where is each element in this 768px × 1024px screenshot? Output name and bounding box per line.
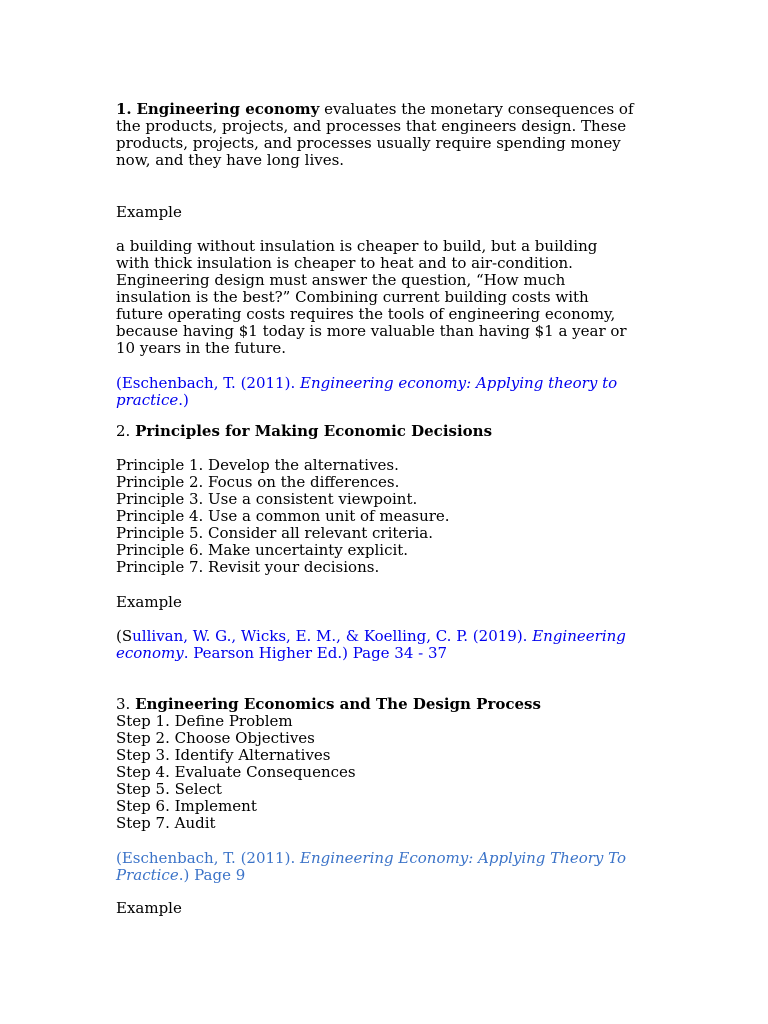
citation1-authors: (Eschenbach, T. (2011). (116, 374, 300, 392)
citation3-suffix: .) Page 9 (178, 866, 246, 884)
section1-citation (116, 375, 676, 409)
section3-example-label (116, 900, 676, 917)
step-4: Step 4. Evaluate Consequences (116, 763, 356, 781)
principle-6: Principle 6. Make uncertainty explicit. (116, 541, 409, 559)
principle-2: Principle 2. Focus on the differences. (116, 473, 400, 491)
principle-3: Principle 3. Use a consistent viewpoint. (116, 490, 418, 508)
example-line-2: Engineering design must answer the question, “How much (116, 271, 566, 289)
example-label: Example (116, 203, 182, 221)
section3-heading-number: 3. (116, 695, 136, 713)
citation3-line2 (116, 867, 676, 884)
citation2-line1 (116, 628, 716, 645)
section2-example-label (116, 594, 676, 611)
section1-line-0: evaluates the monetary consequences of (319, 100, 634, 118)
section3-heading-line (116, 696, 676, 713)
section3-heading-title: Engineering Economics and The Design Process (135, 695, 541, 713)
step-1: Step 1. Define Problem (116, 712, 293, 730)
citation2-prefix: (S (116, 627, 133, 645)
step-3: Step 3. Identify Alternatives (116, 746, 331, 764)
example-line-6: 10 years in the future. (116, 339, 287, 357)
section1-first-line (116, 101, 676, 118)
section1-example-paragraph (116, 238, 676, 357)
section3-heading (116, 696, 676, 832)
step-5: Step 5. Select (116, 780, 222, 798)
principle-5: Principle 5. Consider all relevant criteria. (116, 524, 433, 542)
example-line-5: because having $1 today is more valuable than having $1 a year or (116, 322, 627, 340)
section2-heading-title: Principles for Making Economic Decisions (135, 422, 493, 440)
section2-heading-line (116, 423, 676, 440)
section2-citation (116, 628, 716, 662)
section1-heading-number: 1. (116, 100, 132, 118)
section1-line-2: products, projects, and processes usually require spending money (116, 134, 621, 152)
example-line-1: with thick insulation is cheaper to heat and to air-condition. (116, 254, 573, 272)
section1-line-1: the products, projects, and processes that engineers design. These (116, 117, 627, 135)
citation1-title-cont: practice (116, 391, 179, 409)
example-line-4: future operating costs requires the tools of engineering economy, (116, 305, 616, 323)
citation2-line2 (116, 645, 716, 662)
principle-1: Principle 1. Develop the alternatives. (116, 456, 399, 474)
principle-7: Principle 7. Revisit your decisions. (116, 558, 380, 576)
section3-citation (116, 850, 676, 884)
step-7: Step 7. Audit (116, 814, 216, 832)
section2-heading-number: 2. (116, 422, 136, 440)
step-6: Step 6. Implement (116, 797, 257, 815)
section2-heading (116, 423, 676, 440)
citation1-suffix: .) (178, 391, 189, 409)
example-line-0: a building without insulation is cheaper to build, but a building (116, 237, 598, 255)
section1-intro (116, 101, 676, 169)
principles-list (116, 457, 676, 576)
citation2-title-cont: economy (116, 644, 184, 662)
citation3-authors: (Eschenbach, T. (2011). (116, 849, 300, 867)
section1-example-label (116, 204, 676, 221)
citation3-line1 (116, 850, 676, 867)
example-line-3: insulation is the best?” Combining current building costs with (116, 288, 589, 306)
citation1-line1 (116, 375, 676, 392)
section1-line-3: now, and they have long lives. (116, 151, 345, 169)
principle-4: Principle 4. Use a common unit of measure. (116, 507, 450, 525)
example-label: Example (116, 899, 182, 917)
citation3-title-cont: Practice (116, 866, 179, 884)
citation1-title: Engineering economy: Applying theory to (300, 374, 618, 392)
example-label: Example (116, 593, 182, 611)
citation1-line2 (116, 392, 676, 409)
step-2: Step 2. Choose Objectives (116, 729, 315, 747)
citation2-title: Engineering (532, 627, 626, 645)
section1-heading-title: Engineering economy (136, 100, 320, 118)
citation2-suffix: . Pearson Higher Ed.) Page 34 - 37 (183, 644, 448, 662)
citation2-authors: ullivan, W. G., Wicks, E. M., & Koelling, C. P. (2019). (132, 627, 533, 645)
citation3-title: Engineering Economy: Applying Theory To (300, 849, 627, 867)
